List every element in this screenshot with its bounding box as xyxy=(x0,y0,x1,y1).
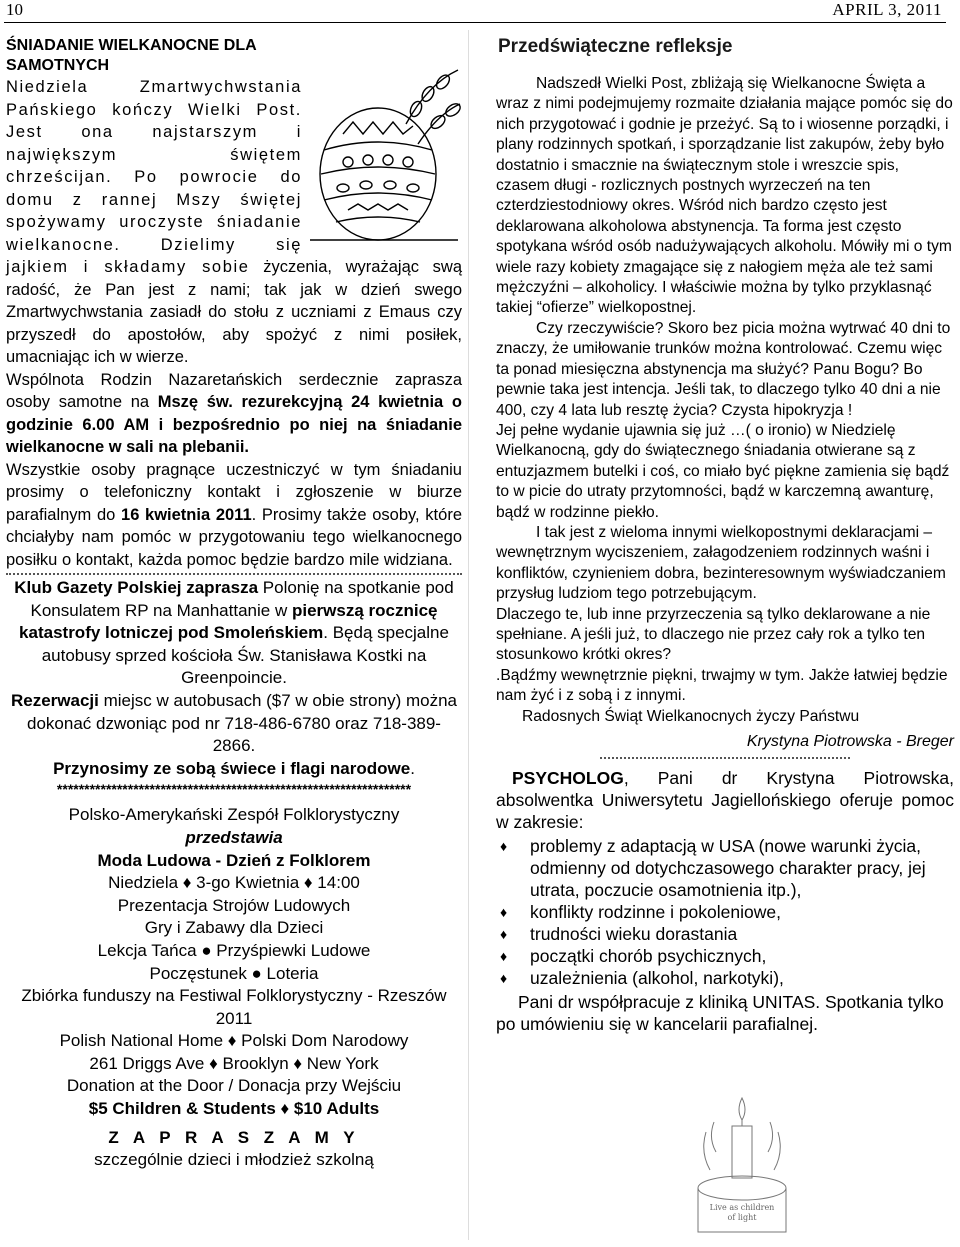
candle-icon xyxy=(688,1092,796,1240)
list-item: ♦ uzależnienia (alkohol, narkotyki), xyxy=(500,968,784,988)
folk-invite-sub: szczególnie dzieci i młodzież szkolną xyxy=(94,1150,374,1170)
reflections-p6: .Bądźmy wewnętrznie piękni, trwajmy w tym. Jakże łatwiej będzie nam żyć i z sobą i z innymi. xyxy=(496,666,948,705)
diamond-icon: ♦ xyxy=(500,948,508,964)
dotted-separator-right xyxy=(600,757,850,759)
list-item: ♦ trudności wieku dorastania xyxy=(500,924,738,944)
list-item: ♦ konflikty rodzinne i pokoleniowe, xyxy=(500,902,781,922)
reflections-title: Przedświąteczne refleksje xyxy=(498,36,733,57)
list-item: ♦ problemy z adaptacją w USA (nowe warunki życia, odmienny od dotychczasowego charakter pracy, jej utrata, poczucie osamotnienia itp.), xyxy=(500,836,926,900)
diamond-icon: ♦ xyxy=(500,926,508,942)
club-announcement: Klub Gazety Polskiej zaprasza Polonię na spotkanie pod Konsulatem RP na Manhattanie w pierwszą rocznicę katastrofy lotniczej pod Smoleńskiem. Będą specjalne autobusy sprzed kościoła Św. Stanisława Kostki na Greenpoincie. Rezerwacji miejsc w autobusach ($7 w obie strony) można dokonać dzwoniąc pod nr 718-486-6780 oraz 718-389-2866. Przynosimy ze sobą świece i flagi narodowe. xyxy=(11,578,457,778)
candle-caption: Live as children xyxy=(709,1203,775,1212)
reflections-p2: Czy rzeczywiście? Skoro bez picia można wytrwać 40 dni to znaczy, że umiłowanie trunków można kontrolować. Czemu więc ta ponad miesięczna abstynencja ma służyć? Panu Bogu? Bo pewnie taka jest intencja. Jeśli tak, to dlaczego tylko 40 dni a nie 400, czy 4 lata lub resztę życia? Czysta hipokryzja ! xyxy=(496,319,951,419)
reflections-p1: Nadszedł Wielki Post, zbliżają się Wielkanocne Święta a wraz z nimi podejmujemy rozmaite działania mające pomóc się do nich przygotować i godnie je przeżyć. Są to i wiosenne porządki, i plany rodzinnych spotkań, i sporządzanie list zakupów, żeby było dostatnio i smacznie na świątecznym stole i wreszcie spis, czasem długi - rozlicznych postnych wyrzeczeń na ten czterdziestodniowy okres. Wśród nich bardzo często jest deklarowana alkoholowa abstynencja. Ta forma jest często spotykana wśród osób nadużywających alkoholu. Mówiły mi o tym wiele razy kobiety zmagające się z nałogiem męża ale też sami mężczyźni – alkoholicy. I właściwie można by tylko przyklasnąć takiej “ofierze” wielkopostnej. xyxy=(496,75,953,317)
star-separator: ***************************************************************** xyxy=(56,781,412,798)
easter-egg-icon xyxy=(308,64,462,244)
breakfast-intro: Niedziela Zmartwychwstania Pańskiego kończy Wielki Post. Jest ona najstarszym i największym świętem chrześcijan. Po powrocie do domu z rannej Mszy świętej spożywamy uroczyste śniadanie wielkanocne. Dzielimy się jajkiem i składamy sobie życzenia, wyrażając swą radość, że Pan jest z nami; tak jak w dzień swego Zmartwychwstania zasiadł do stołu z uczniami z Emaus czy przyszedł do apostołów, aby spożyć z nimi posiłek, umacniając ich w wierze. xyxy=(6,78,462,366)
page-number: 10 xyxy=(6,0,23,19)
issue-date: APRIL 3, 2011 xyxy=(832,0,942,19)
breakfast-article xyxy=(6,36,462,571)
breakfast-registration: Wszystkie osoby pragnące uczestniczyć w tym śniadaniu prosimy o telefoniczny kontakt i zgłoszenie w biurze parafialnym do 16 kwietnia 2011. Prosimy także osoby, które chciałyby nam pomóc w przygotowaniu tego wielkanocnego posiłku o kontakt, każda pomoc będzie bardzo mile widziana. xyxy=(6,460,462,569)
folk-show-title: Moda Ludowa - Dzień z Folklorem xyxy=(97,850,371,870)
psychologist-intro: PSYCHOLOG, Pani dr Krystyna Piotrowska, absolwentka Uniwersytetu Jagiellońskiego oferuje pomoc w zakresie: xyxy=(496,768,954,832)
left-column xyxy=(6,36,462,1172)
dotted-separator xyxy=(6,573,462,575)
folk-prices: $5 Children & Students ♦ $10 Adults xyxy=(88,1099,380,1119)
diamond-icon: ♦ xyxy=(500,904,508,920)
folk-event: Polsko-Amerykański Zespół Folklorystyczny przedstawia Moda Ludowa - Dzień z Folklorem Niedziela ♦ 3-go Kwietnia ♦ 14:00 Prezentacja Strojów Ludowych Gry i Zabawy dla Dzieci Lekcja Tańca ● Przyśpiewki Ludowe Poczęstunek ● Loteria Zbiórka funduszy na Festiwal Folklorystyczny - Rzeszów 2011 Polish National Home ♦ Polski Dom Narodowy 261 Driggs Ave ♦ Brooklyn ♦ New York Donation at the Door / Donacja przy Wejściu $5 Children & Students ♦ $10 Adults Z A P R A S Z A M Y szczególnie dzieci i młodzież szkolną xyxy=(6,804,462,1172)
diamond-icon: ♦ xyxy=(500,838,508,854)
reflections-p5: Dlaczego te, lub inne przyrzeczenia są tylko deklarowane a nie spełniane. A jeśli już, to dlaczego nie przez cały rok a tylko ten stosunkowo krótki okres? xyxy=(496,605,931,664)
reflections-p3: Jej pełne wydanie ujawnia się już …( o ironio) w Niedzielę Wielkanocną, gdy do świątecznego śniadania otwierane są z entuzjazmem butelki i coś, co miało być piękne zamienia się bądź to w picie do utraty przytomności, bądź w karczemną awanturę, bądź w rodzinne piekło. xyxy=(496,421,950,521)
right-column xyxy=(496,36,954,1035)
folk-org: Polsko-Amerykański Zespół Folklorystyczny xyxy=(68,805,400,825)
psychologist-closing: Pani dr współpracuje z kliniką UNITAS. Spotkania tylko po umówieniu się w kancelarii parafialnej. xyxy=(496,992,944,1034)
breakfast-invitation: Wspólnota Rodzin Nazaretańskich serdecznie zaprasza osoby samotne na Mszę św. rezurekcyjną 24 kwietnia o godzinie 6.00 AM i bezpośrednio po niej na śniadanie wielkanocne w sali na plebanii. xyxy=(6,370,462,456)
reflections-p7: Radosnych Świąt Wielkanocnych życzy Państwu xyxy=(522,707,860,725)
folk-when: Niedziela ♦ 3-go Kwietnia ♦ 14:00 xyxy=(108,873,360,893)
list-item: ♦ początki chorób psychicznych, xyxy=(500,946,767,966)
services-list xyxy=(496,835,954,989)
header-rule xyxy=(4,22,946,23)
reflections-p4: I tak jest z wieloma innymi wielkopostnymi deklaracjami – wewnętrznym wyciszeniem, załagodzeniem rodzinnych waśni i konfliktów, czynieniem dobra, bezinteresownym wyświadczaniem przysług ludziom tego potrzebującym. xyxy=(496,523,946,603)
breakfast-title: ŚNIADANIE WIELKANOCNE DLA SAMOTNYCH xyxy=(6,37,257,74)
diamond-icon: ♦ xyxy=(500,970,508,986)
folk-invite: Z A P R A S Z A M Y xyxy=(108,1127,360,1147)
folk-presents: przedstawia xyxy=(185,827,283,847)
author-signature: Krystyna Piotrowska - Breger xyxy=(746,733,954,750)
svg-text:of light: of light xyxy=(727,1213,757,1222)
page-header xyxy=(0,0,960,24)
column-divider xyxy=(468,30,469,1240)
